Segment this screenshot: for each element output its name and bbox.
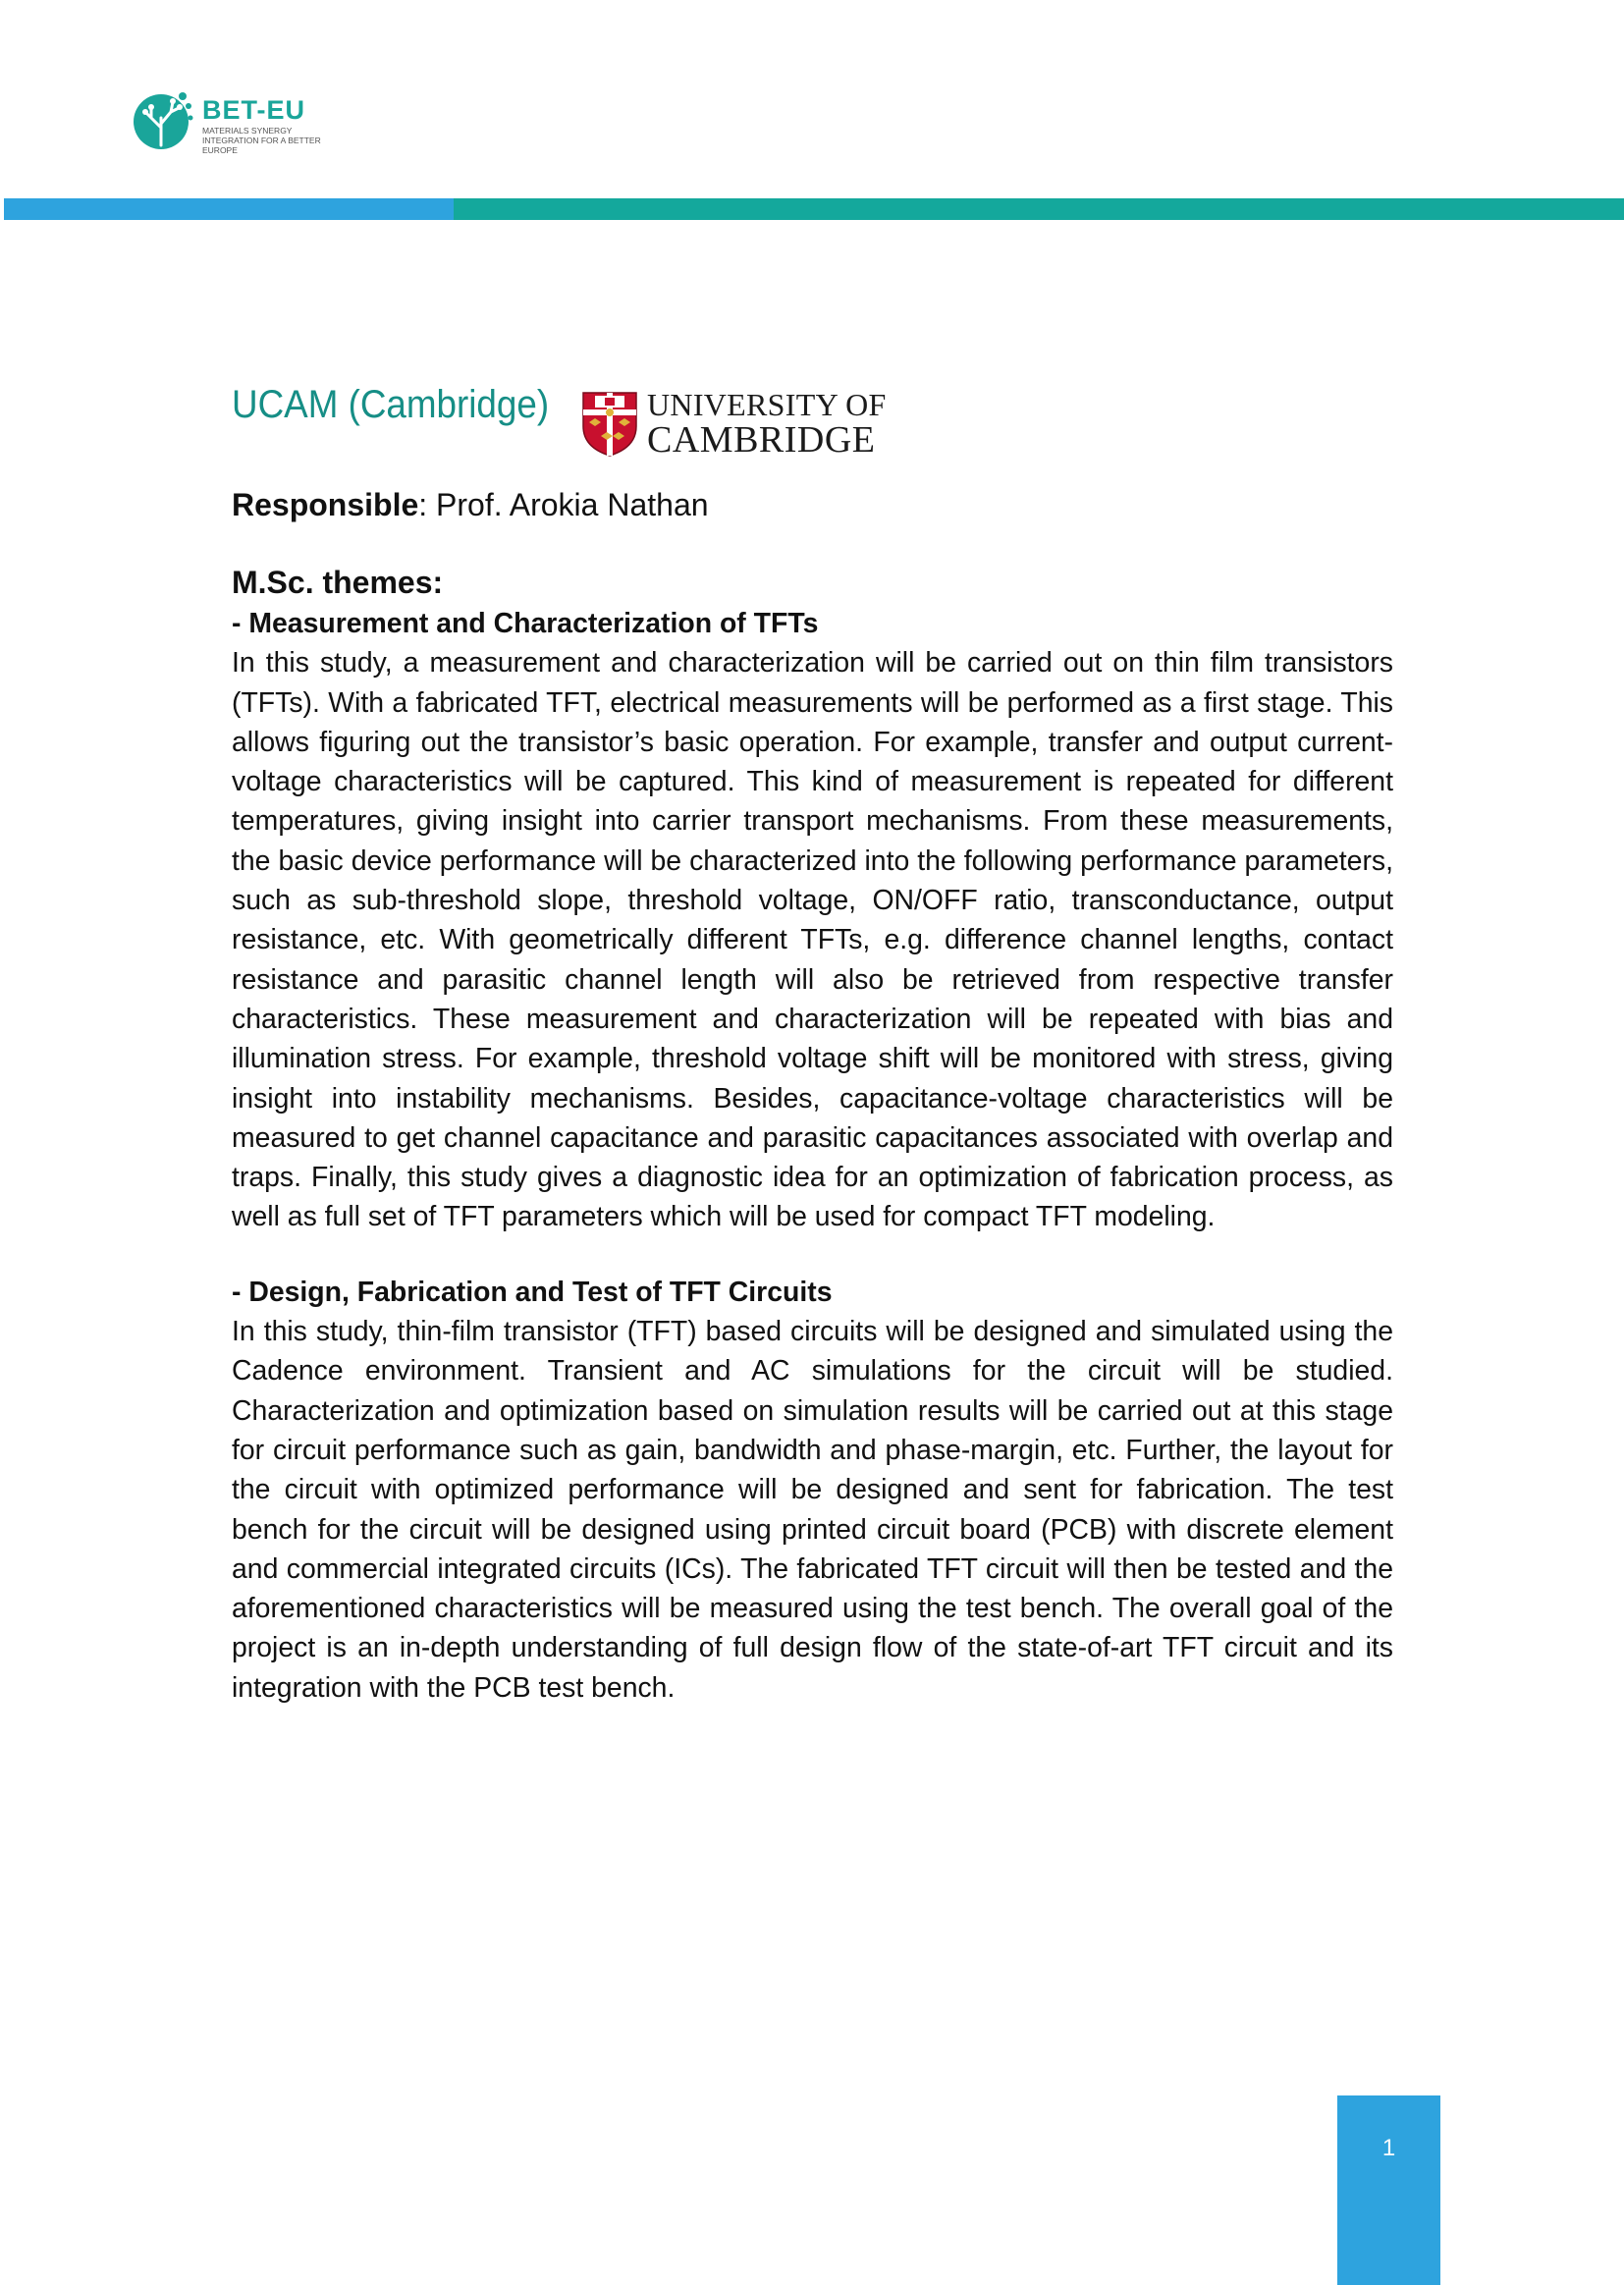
- theme-description: In this study, a measurement and characterization will be carried out on thin film transistors (TFTs). With a fabricated TFT, electrical measurements will be performed as a first stage. This allows figuring out the transistor’s basic operation. For example, transfer and output current-voltage characteristics will be captured. This kind of measurement is repeated for different temperatures, giving insight into carrier transport mechanisms. From these measurements, the basic device performance will be characterized into the following performance parameters, such as sub-threshold slope, threshold voltage, ON/OFF ratio, transconductance, output resistance, etc. With geometrically different TFTs, e.g. difference channel lengths, contact resistance and parasitic channel length will also be retrieved from respective transfer characteristics. These measurement and characterization will be repeated with bias and illumination stress. For example, threshold voltage shift will be monitored with stress, giving insight into instability mechanisms. Besides, capacitance-voltage characteristics will be measured to get channel capacitance and parasitic capacitances associated with overlap and traps. Finally, this study gives a diagnostic idea for an optimization of fabrication process, as well as full set of TFT parameters which will be used for compact TFT modeling.: [232, 647, 1393, 1233]
- header-bar-teal-segment: [454, 198, 1624, 220]
- themes-heading: M.Sc. themes:: [232, 565, 444, 600]
- page-number-tab: [1337, 2095, 1440, 2285]
- responsible-label: Responsible: [232, 487, 419, 522]
- university-logo-line2: CAMBRIDGE: [647, 419, 876, 461]
- theme-title: - Measurement and Characterization of TFTs: [232, 608, 819, 639]
- theme-description: In this study, thin-film transistor (TFT) based circuits will be designed and simulated using the Cadence environment. Transient and AC simulations for the circuit will be studied. Characterization and optimization based on simulation results will be carried out at this stage for circuit performance such as gain, bandwidth and phase-margin, etc. Further, the layout for the circuit with optimized performance will be designed and sent for fabrication. The test bench for the circuit will be designed using printed circuit board (PCB) with discrete element and commercial integrated circuits (ICs). The fabricated TFT circuit will then be tested and the aforementioned characteristics will be measured using the test bench. The overall goal of the project is an in-depth understanding of full design flow of the state-of-art TFT circuit and its integration with the PCB test bench.: [232, 1316, 1393, 1704]
- logo-name: BET-EU: [202, 95, 306, 125]
- header-bar-blue-segment: [4, 198, 454, 220]
- responsible-line: [232, 483, 1393, 526]
- institution-name: UCAM (Cambridge): [232, 383, 550, 426]
- university-logo-line1: UNIVERSITY OF: [647, 387, 887, 422]
- bet-eu-tree-icon: [134, 88, 194, 151]
- theme-title: - Design, Fabrication and Test of TFT Circuits: [232, 1276, 833, 1308]
- bet-eu-logo: [134, 88, 369, 159]
- university-logo: [581, 389, 887, 459]
- theme-item: [232, 604, 1393, 1237]
- header-color-bar: [4, 198, 1624, 220]
- page-number: 1: [1381, 2135, 1396, 2161]
- logo-tagline: MATERIALS SYNERGY INTEGRATION FOR A BETTER EUROPE: [202, 126, 321, 155]
- theme-item: [232, 1273, 1393, 1708]
- institution-heading: [232, 383, 576, 427]
- responsible-value: : Prof. Arokia Nathan: [418, 487, 709, 522]
- document-body: [232, 483, 1393, 1708]
- cambridge-coat-of-arms-icon: [581, 391, 638, 458]
